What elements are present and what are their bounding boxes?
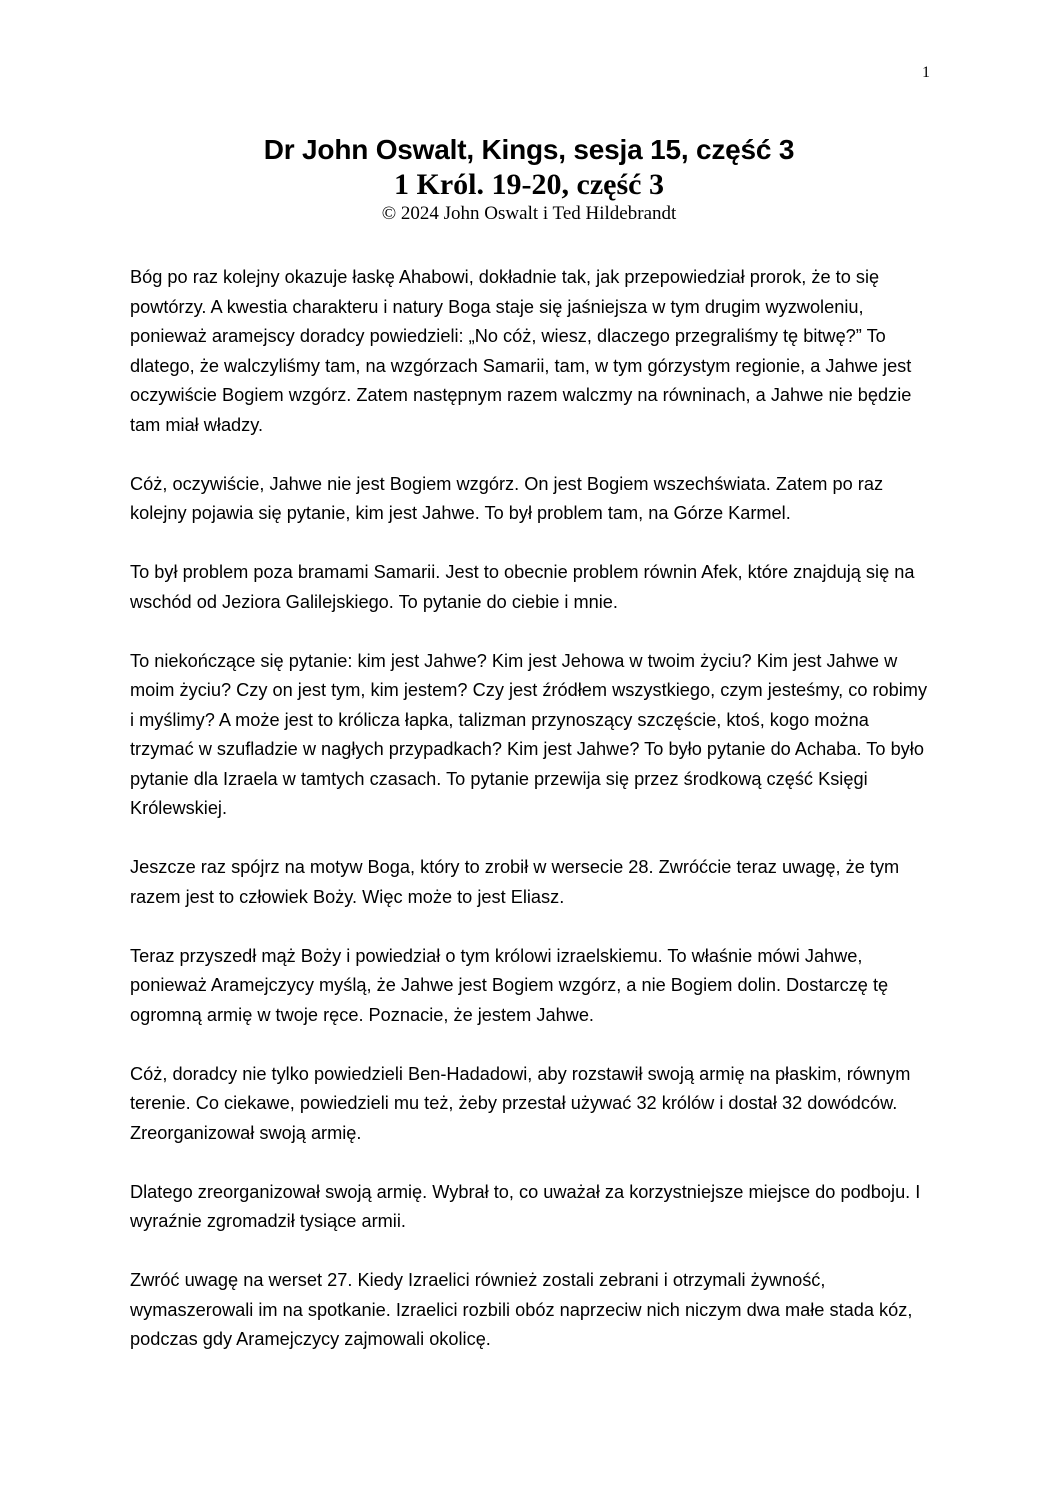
copyright-line: © 2024 John Oswalt i Ted Hildebrandt xyxy=(381,203,677,224)
paragraph: Bóg po raz kolejny okazuje łaskę Ahabowi, dokładnie tak, jak przepowiedział prorok, że to się powtórzy. A kwestia charakteru i natury Boga staje się jaśniejsza w tym drugim wyzwoleniu, ponieważ aramejscy doradcy powiedzieli: „No cóż, wiesz, dlaczego przegraliśmy tę bitwę?” To dlatego, że walczyliśmy tam, na wzgórzach Samarii, tam, w tym górzystym regionie, a Jahwe jest oczywiście Bogiem wzgórz. Zatem następnym razem walczmy na równinach, a Jahwe nie będzie tam miał władzy. xyxy=(130,267,912,435)
paragraph: Dlatego zreorganizował swoją armię. Wybrał to, co uważał za korzystniejsze miejsce do podboju. I wyraźnie zgromadził tysiące armii. xyxy=(130,1181,921,1231)
paragraph: Cóż, doradcy nie tylko powiedzieli Ben-Hadadowi, aby rozstawił swoją armię na płaskim, równym terenie. Co ciekawe, powiedzieli mu też, żeby przestał używać 32 królów i dostał 32 dowódców. Zreorganizował swoją armię. xyxy=(130,1063,911,1143)
paragraph: Teraz przyszedł mąż Boży i powiedział o tym królowi izraelskiemu. To właśnie mówi Jahwe, ponieważ Aramejczycy myślą, że Jahwe jest Bogiem wzgórz, a nie Bogiem dolin. Dostarczę tę ogromną armię w twoje ręce. Poznacie, że jestem Jahwe. xyxy=(130,945,889,1025)
paragraph: To niekończące się pytanie: kim jest Jahwe? Kim jest Jehowa w twoim życiu? Kim jest Jahwe w moim życiu? Czy on jest tym, kim jestem? Czy jest źródłem wszystkiego, czym jesteśmy, co robimy i myślimy? A może jest to królicza łapka, talizman przynoszący szczęście, ktoś, kogo można trzymać w szufladzie w nagłych przypadkach? Kim jest Jahwe? To było pytanie do Achaba. To było pytanie dla Izraela w tamtych czasach. To pytanie przewija się przez środkową część Księgi Królewskiej. xyxy=(130,650,928,818)
paragraph: To był problem poza bramami Samarii. Jest to obecnie problem równin Afek, które znajdują się na wschód od Jeziora Galilejskiego. To pytanie do ciebie i mnie. xyxy=(130,562,915,612)
paragraph: Jeszcze raz spójrz na motyw Boga, który to zrobił w wersecie 28. Zwróćcie teraz uwagę, że tym razem jest to człowiek Boży. Więc może to jest Eliasz. xyxy=(130,857,900,907)
document-title: Dr John Oswalt, Kings, sesja 15, część 3 xyxy=(263,134,795,165)
document-body xyxy=(130,263,930,1384)
page-number: 1 xyxy=(922,64,930,81)
paragraph: Cóż, oczywiście, Jahwe nie jest Bogiem wzgórz. On jest Bogiem wszechświata. Zatem po raz kolejny pojawia się pytanie, kim jest Jahwe. To był problem tam, na Górze Karmel. xyxy=(130,473,884,523)
paragraph: Zwróć uwagę na werset 27. Kiedy Izraelici również zostali zebrani i otrzymali żywność, wymaszerowali im na spotkanie. Izraelici rozbili obóz naprzeciw nich niczym dwa małe stada kóz, podczas gdy Aramejczycy zajmowali okolicę. xyxy=(130,1270,913,1349)
document-subtitle: 1 Król. 19-20, część 3 xyxy=(394,168,664,201)
title-block xyxy=(0,132,1058,226)
